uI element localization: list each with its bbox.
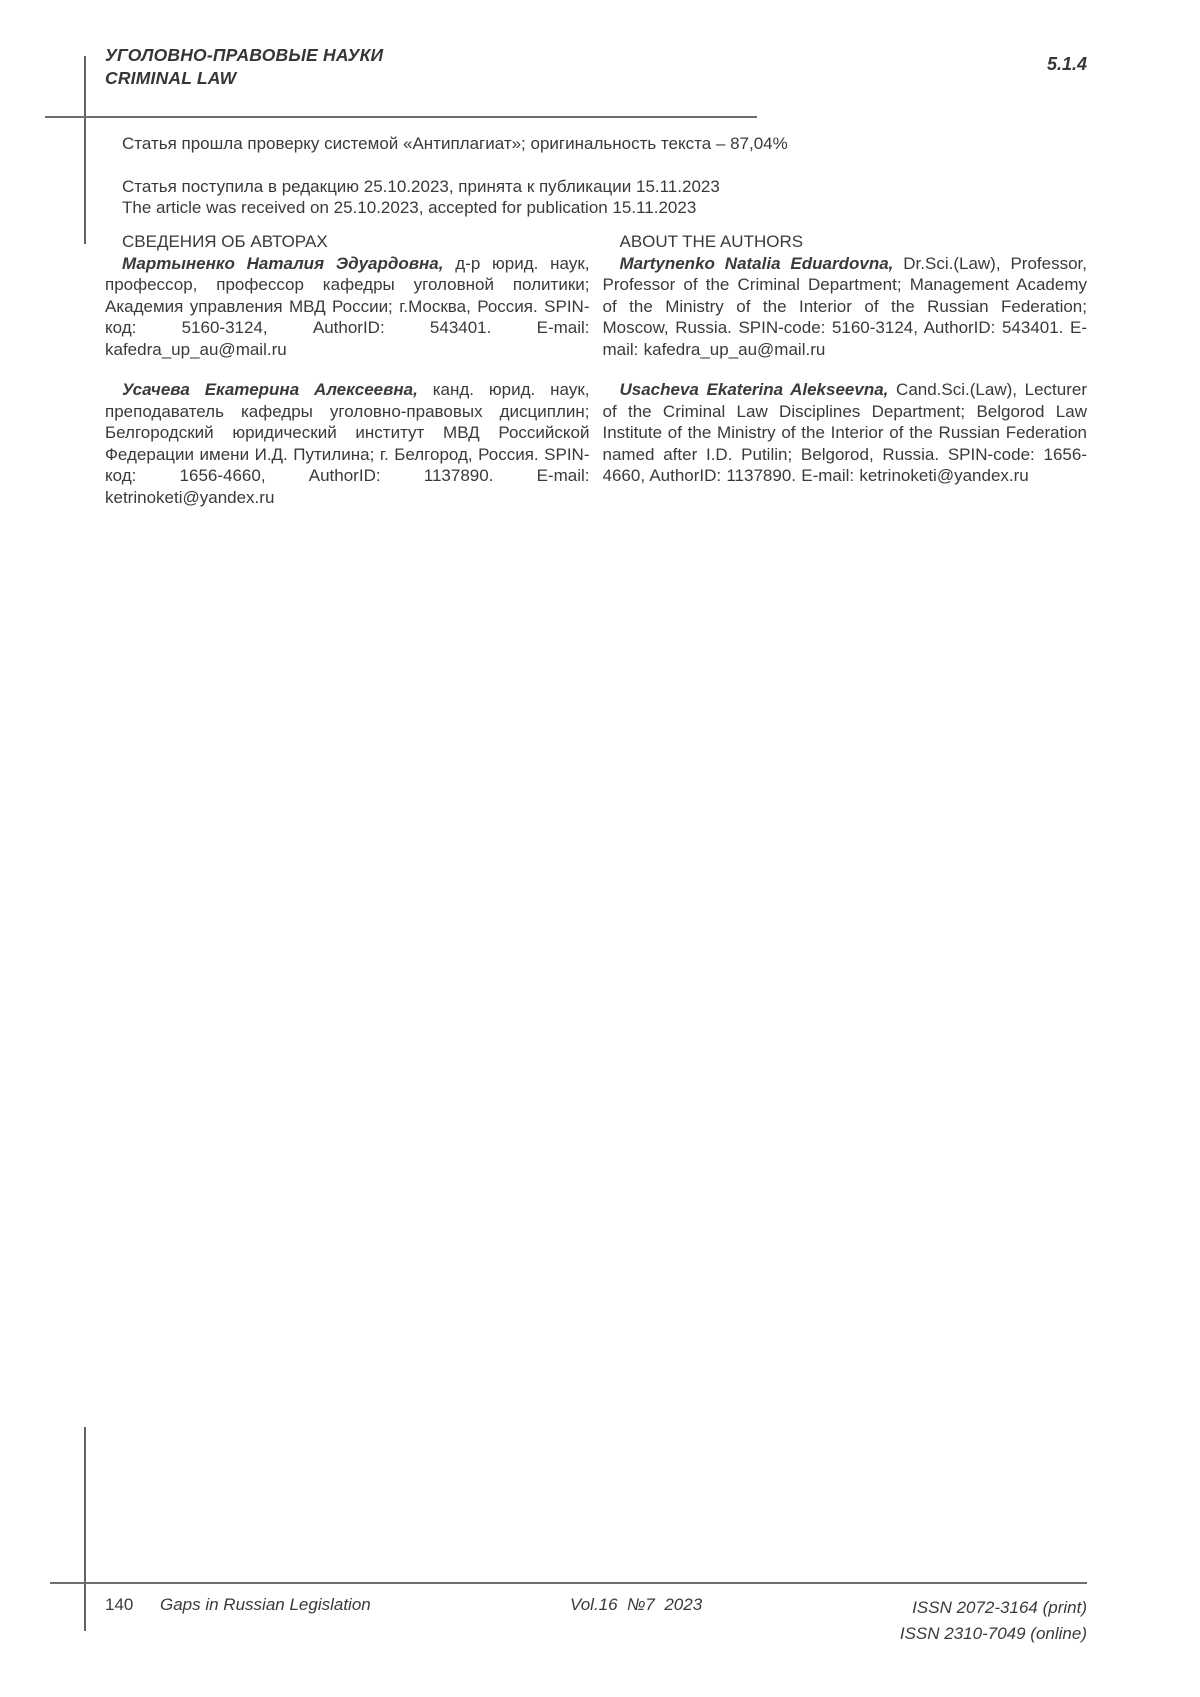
journal-title: Gaps in Russian Legislation <box>160 1595 371 1614</box>
author-details: Dr.Sci.(Law), Professor, Professor of the Criminal Department; Management Academy of the Ministry of the Interior of the Russian Federation; Moscow, Russia. SPIN-code: 5160-3124, AuthorID: 543401. E-mail: kafedra_up_au@mail.ru <box>602 253 1087 359</box>
antiplagiat-notice: Статья прошла проверку системой «Антиплагиат»; оригинальность текста – 87,04% <box>122 134 788 153</box>
header-rule <box>45 116 757 118</box>
authors-column-en <box>603 231 1088 508</box>
author-entry-ru-1 <box>105 253 590 361</box>
author-entry-en-2 <box>603 379 1088 487</box>
specialty-code: 5.1.4 <box>1046 54 1087 74</box>
authors-heading-en: ABOUT THE AUTHORS <box>619 232 804 251</box>
authors-heading-ru: СВЕДЕНИЯ ОБ АВТОРАХ <box>122 232 328 251</box>
author-name: Usacheva Ekaterina Alekseevna, <box>619 380 889 399</box>
rubric-ru: УГОЛОВНО-ПРАВОВЫЕ НАУКИ <box>105 45 384 65</box>
page-number: 140 <box>105 1595 134 1614</box>
author-name: Усачева Екатерина Алексеевна, <box>122 380 418 399</box>
section-rubric <box>105 44 383 90</box>
footer-rule <box>50 1582 1087 1584</box>
author-name: Мартыненко Наталия Эдуардовна, <box>122 253 444 273</box>
author-details: д-р юрид. наук, профессор, профессор кафедры уголовной политики; Академия управления МВД России; г.Москва, Россия. SPIN-код: 5160-3124, AuthorID: 543401. E-mail: kafedra_up_au@mail.ru <box>105 253 590 359</box>
received-date-ru: Статья поступила в редакцию 25.10.2023, принята к публикации 15.11.2023 <box>122 176 720 196</box>
author-details: Cand.Sci.(Law), Lecturer of the Criminal Law Disciplines Department; Belgorod Law Institute of the Ministry of the Interior of the Russian Federation named after I.D. Putilin; Belgorod, Russia. SPIN-code: 1656-4660, AuthorID: 1137890. E-mail: ketrinoketi@yandex.ru <box>602 380 1087 485</box>
received-date-en: The article was received on 25.10.2023, accepted for publication 15.11.2023 <box>122 198 697 217</box>
issn-online: ISSN 2310-7049 (online) <box>899 1624 1087 1643</box>
issn-block <box>900 1595 1087 1647</box>
authors-column-ru <box>105 231 590 508</box>
volume-issue: Vol.16 №7 2023 <box>570 1595 703 1614</box>
author-name: Martynenko Natalia Eduardovna, <box>619 253 894 273</box>
article-notices <box>122 133 1022 219</box>
author-entry-ru-2 <box>105 379 590 508</box>
margin-line-bottom <box>84 1427 86 1631</box>
author-entry-en-1 <box>603 253 1088 361</box>
rubric-en: CRIMINAL LAW <box>105 68 237 88</box>
authors-section <box>105 231 1087 508</box>
author-details: канд. юрид. наук, преподаватель кафедры уголовно-правовых дисциплин; Белгородский юридический институт МВД Российской Федерации имени И.Д. Путилина; г. Белгород, Россия. SPIN-код: 1656-4660, AuthorID: 1137890. E-mail: ketrinoketi@yandex.ru <box>105 380 590 507</box>
issn-print: ISSN 2072-3164 (print) <box>912 1598 1087 1617</box>
margin-line-top <box>84 56 86 244</box>
